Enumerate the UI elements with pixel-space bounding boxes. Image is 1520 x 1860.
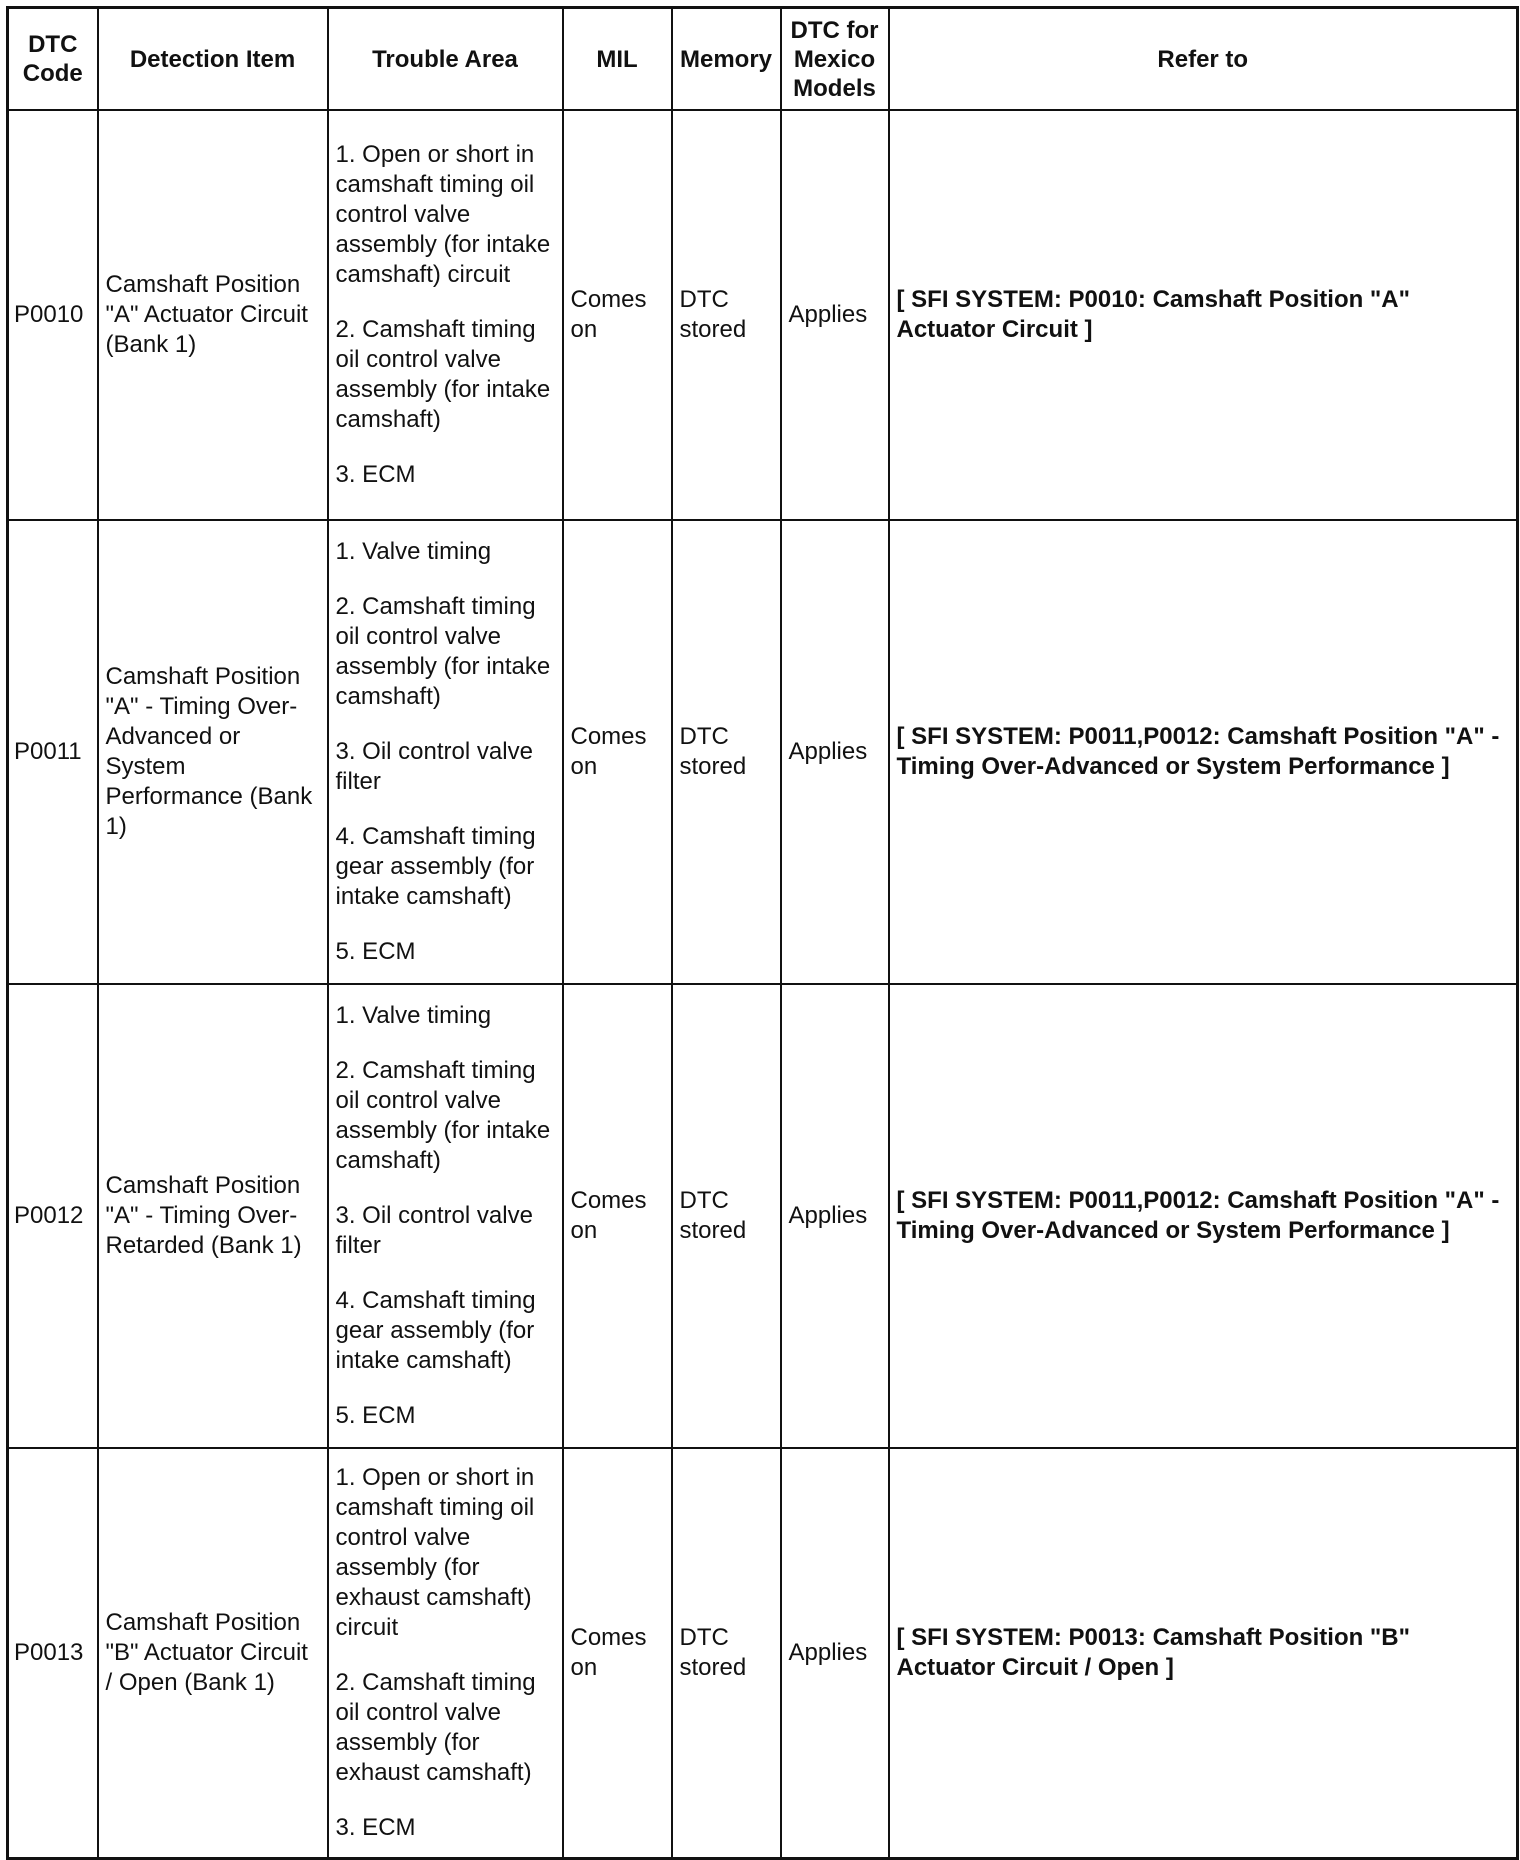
- mexico-models-cell: Applies: [781, 110, 889, 520]
- detection-item-cell: Camshaft Position "B" Actuator Circuit / Open (Bank 1): [98, 1448, 328, 1859]
- header-refer-to: Refer to: [889, 8, 1518, 111]
- refer-to-link[interactable]: [ SFI SYSTEM: P0013: Camshaft Position "B" Actuator Circuit / Open ]: [889, 1448, 1518, 1859]
- mil-cell: Comes on: [563, 1448, 672, 1859]
- mexico-models-cell: Applies: [781, 984, 889, 1448]
- refer-to-link[interactable]: [ SFI SYSTEM: P0010: Camshaft Position "A" Actuator Circuit ]: [889, 110, 1518, 520]
- memory-cell: DTC stored: [672, 110, 781, 520]
- trouble-area-item: 3. ECM: [335, 1814, 416, 1841]
- dtc-code-cell: P0013: [8, 1448, 98, 1859]
- trouble-area-item: 1. Open or short in camshaft timing oil control valve assembly (for exhaust camshaft) circuit: [335, 1464, 535, 1641]
- trouble-area-item: 1. Valve timing: [335, 538, 492, 565]
- trouble-area-item: 4. Camshaft timing gear assembly (for intake camshaft): [335, 823, 536, 910]
- table-header: [8, 8, 1518, 111]
- table-row: [8, 520, 1518, 984]
- refer-to-link[interactable]: [ SFI SYSTEM: P0011,P0012: Camshaft Position "A" - Timing Over-Advanced or System Performance ]: [889, 520, 1518, 984]
- detection-item-cell: Camshaft Position "A" - Timing Over-Advanced or System Performance (Bank 1): [98, 520, 328, 984]
- header-mil: MIL: [563, 8, 672, 111]
- memory-cell: DTC stored: [672, 1448, 781, 1859]
- trouble-area-cell: [328, 520, 563, 984]
- header-row: [8, 8, 1518, 111]
- memory-cell: DTC stored: [672, 520, 781, 984]
- trouble-area-item: 1. Open or short in camshaft timing oil control valve assembly (for intake camshaft) circuit: [335, 141, 551, 288]
- mexico-models-cell: Applies: [781, 1448, 889, 1859]
- dtc-code-cell: P0010: [8, 110, 98, 520]
- trouble-area-item: 2. Camshaft timing oil control valve assembly (for intake camshaft): [335, 593, 551, 710]
- table-row: [8, 1448, 1518, 1859]
- table-body: [8, 110, 1518, 1859]
- dtc-code-cell: P0011: [8, 520, 98, 984]
- trouble-area-item: 3. Oil control valve filter: [335, 738, 533, 795]
- detection-item-cell: Camshaft Position "A" Actuator Circuit (Bank 1): [98, 110, 328, 520]
- dtc-table: [6, 6, 1519, 1860]
- trouble-area-item: 2. Camshaft timing oil control valve assembly (for intake camshaft): [335, 1057, 551, 1174]
- trouble-area-cell: [328, 984, 563, 1448]
- memory-cell: DTC stored: [672, 984, 781, 1448]
- trouble-area-cell: [328, 110, 563, 520]
- trouble-area-item: 4. Camshaft timing gear assembly (for intake camshaft): [335, 1287, 536, 1374]
- trouble-area-item: 1. Valve timing: [335, 1002, 492, 1029]
- detection-item-cell: Camshaft Position "A" - Timing Over-Retarded (Bank 1): [98, 984, 328, 1448]
- trouble-area-item: 3. ECM: [335, 461, 416, 488]
- refer-to-link[interactable]: [ SFI SYSTEM: P0011,P0012: Camshaft Position "A" - Timing Over-Advanced or System Performance ]: [889, 984, 1518, 1448]
- trouble-area-item: 2. Camshaft timing oil control valve assembly (for intake camshaft): [335, 316, 551, 433]
- mexico-models-cell: Applies: [781, 520, 889, 984]
- table-row: [8, 110, 1518, 520]
- header-mexico-models: DTC for Mexico Models: [781, 8, 889, 111]
- trouble-area-item: 5. ECM: [335, 938, 416, 965]
- mil-cell: Comes on: [563, 984, 672, 1448]
- dtc-code-cell: P0012: [8, 984, 98, 1448]
- trouble-area-cell: [328, 1448, 563, 1859]
- header-trouble-area: Trouble Area: [328, 8, 563, 111]
- trouble-area-item: 5. ECM: [335, 1402, 416, 1429]
- header-detection-item: Detection Item: [98, 8, 328, 111]
- mil-cell: Comes on: [563, 110, 672, 520]
- trouble-area-item: 2. Camshaft timing oil control valve assembly (for exhaust camshaft): [335, 1669, 536, 1786]
- mil-cell: Comes on: [563, 520, 672, 984]
- header-dtc-code: DTC Code: [8, 8, 98, 111]
- header-memory: Memory: [672, 8, 781, 111]
- trouble-area-item: 3. Oil control valve filter: [335, 1202, 533, 1259]
- table-row: [8, 984, 1518, 1448]
